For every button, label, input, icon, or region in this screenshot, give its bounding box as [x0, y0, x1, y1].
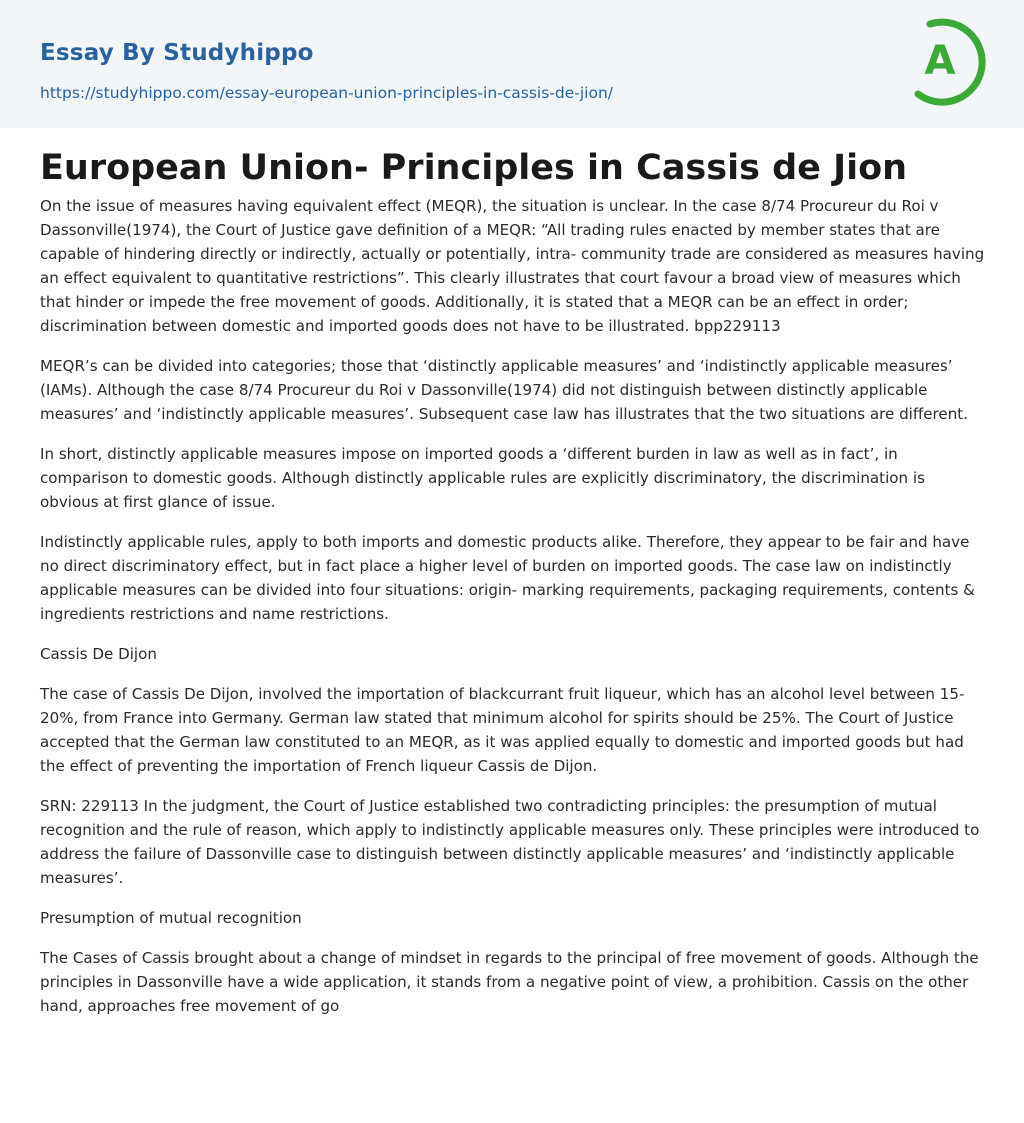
page-url-link[interactable]: https://studyhippo.com/essay-european-union-principles-in-cassis-de-jion/: [40, 84, 614, 102]
paragraph: On the issue of measures having equivalent effect (MEQR), the situation is unclear. In the case 8/74 Procureur du Roi v Dassonville(1974), the Court of Justice gave definition of a MEQR: “All trading rules enacted by member states that are capable of hindering directly or indirectly, actually or potentially, intra- community trade are considered as measures having an effect equivalent to quantitative restrictions”. This clearly illustrates that court favour a broad view of measures which that hinder or impede the free movement of goods. Additionally, it is stated that a MEQR can be an effect in order; discrimination between domestic and imported goods does not have to be illustrated. bpp229113: [40, 197, 985, 335]
paragraph: In short, distinctly applicable measures impose on imported goods a ‘different burden in law as well as in fact’, in comparison to domestic goods. Although distinctly applicable rules are explicitly discriminatory, the discrimination is obvious at first glance of issue.: [40, 445, 925, 511]
article-body: [40, 194, 986, 1034]
site-brand[interactable]: Essay By Studyhippo: [40, 40, 314, 66]
section-heading: Cassis De Dijon: [40, 645, 157, 663]
site-header: [0, 0, 1024, 128]
paragraph: The case of Cassis De Dijon, involved the importation of blackcurrant fruit liqueur, which has an alcohol level between 15-20%, from France into Germany. German law stated that minimum alcohol for spirits should be 25%. The Court of Justice accepted that the German law constituted to an MEQR, as it was applied equally to domestic and imported goods but had the effect of preventing the importation of French liqueur Cassis de Dijon.: [40, 685, 965, 775]
article-title: European Union- Principles in Cassis de Jion: [40, 148, 908, 188]
paragraph: Indistinctly applicable rules, apply to both imports and domestic products alike. Therefore, they appear to be fair and have no direct discriminatory effect, but in fact place a higher level of burden on imported goods. The case law on indistinctly applicable measures can be divided into four situations: origin- marking requirements, packaging requirements, contents & ingredients restrictions and name restrictions.: [40, 533, 975, 623]
section-heading: Presumption of mutual recognition: [40, 909, 302, 927]
paragraph: MEQR’s can be divided into categories; those that ‘distinctly applicable measures’ and ‘indistinctly applicable measures’ (IAMs). Although the case 8/74 Procureur du Roi v Dassonville(1974) did not distinguish between distinctly applicable measures’ and ‘indistinctly applicable measures’. Subsequent case law has illustrates that the two situations are different.: [40, 357, 968, 423]
paragraph: SRN: 229113 In the judgment, the Court of Justice established two contradicting principles: the presumption of mutual recognition and the rule of reason, which apply to indistinctly applicable measures only. These principles were introduced to address the failure of Dassonville case to distinguish between distinctly applicable measures’ and ‘indistinctly applicable measures’.: [40, 797, 980, 887]
studyhippo-logo-icon[interactable]: [912, 18, 988, 106]
logo-letter: A: [924, 38, 956, 84]
paragraph: The Cases of Cassis brought about a change of mindset in regards to the principal of free movement of goods. Although the principles in Dassonville have a wide application, it stands from a negative point of view, a prohibition. Cassis on the other hand, approaches free movement of go: [40, 949, 979, 1015]
